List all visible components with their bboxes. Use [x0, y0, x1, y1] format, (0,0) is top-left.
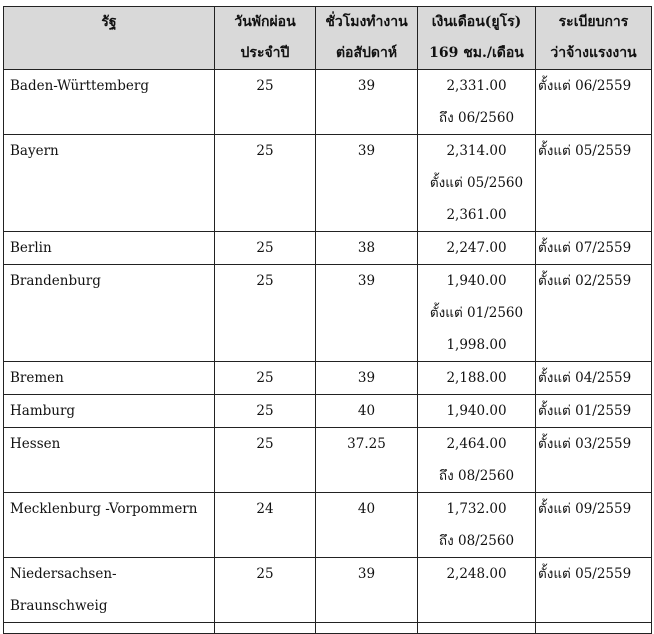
- hours-cell: 38: [316, 232, 418, 265]
- salary-cell: 1,940.00 ตั้งแต่ 01/2560 1,998.00: [418, 265, 536, 362]
- vacation-cell: 25: [215, 362, 316, 395]
- salary-cell: 2,248.00: [418, 558, 536, 623]
- state-cell: Hamburg: [4, 395, 215, 428]
- state-cell: [4, 623, 215, 634]
- salary-cell: 2,464.00 ถึง 08/2560: [418, 428, 536, 493]
- rule-cell: ตั้งแต่ 03/2559: [536, 428, 652, 493]
- vacation-cell: [215, 623, 316, 634]
- vacation-cell: 25: [215, 70, 316, 135]
- salary-cell: 2,247.00: [418, 232, 536, 265]
- header-state: รัฐ: [4, 7, 215, 70]
- salary-cell: 1,732.00 ถึง 08/2560: [418, 493, 536, 558]
- state-cell: Brandenburg: [4, 265, 215, 362]
- hours-cell: 40: [316, 395, 418, 428]
- state-cell: Mecklenburg -Vorpommern: [4, 493, 215, 558]
- state-cell: Bremen: [4, 362, 215, 395]
- hours-cell: 39: [316, 265, 418, 362]
- header-salary: เงินเดือน(ยูโร) 169 ชม./เดือน: [418, 7, 536, 70]
- state-cell: Berlin: [4, 232, 215, 265]
- table-row: [4, 232, 652, 265]
- table-row: [4, 558, 652, 623]
- hours-cell: 39: [316, 362, 418, 395]
- salary-cell: [418, 623, 536, 634]
- table-row: [4, 395, 652, 428]
- header-rule: ระเบียบการ ว่าจ้างแรงงาน: [536, 7, 652, 70]
- salary-cell: 1,940.00: [418, 395, 536, 428]
- salary-cell: 2,188.00: [418, 362, 536, 395]
- rule-cell: ตั้งแต่ 07/2559: [536, 232, 652, 265]
- table-row: [4, 70, 652, 135]
- header-row: [4, 7, 652, 70]
- hours-cell: 39: [316, 70, 418, 135]
- header-vacation: วันพักผ่อน ประจำปี: [215, 7, 316, 70]
- vacation-cell: 25: [215, 265, 316, 362]
- hours-cell: 40: [316, 493, 418, 558]
- vacation-cell: 25: [215, 232, 316, 265]
- rule-cell: ตั้งแต่ 01/2559: [536, 395, 652, 428]
- state-cell: Niedersachsen-Braunschweig: [4, 558, 215, 623]
- rule-cell: ตั้งแต่ 02/2559: [536, 265, 652, 362]
- vacation-cell: 25: [215, 428, 316, 493]
- table-row: [4, 623, 652, 634]
- header-hours: ชั่วโมงทำงาน ต่อสัปดาห์: [316, 7, 418, 70]
- state-cell: Bayern: [4, 135, 215, 232]
- vacation-cell: 24: [215, 493, 316, 558]
- vacation-cell: 25: [215, 135, 316, 232]
- table-row: [4, 362, 652, 395]
- table-row: [4, 493, 652, 558]
- rule-cell: ตั้งแต่ 05/2559: [536, 135, 652, 232]
- state-cell: Hessen: [4, 428, 215, 493]
- vacation-cell: 25: [215, 395, 316, 428]
- rule-cell: ตั้งแต่ 04/2559: [536, 362, 652, 395]
- vacation-cell: 25: [215, 558, 316, 623]
- hours-cell: 39: [316, 558, 418, 623]
- hours-cell: 37.25: [316, 428, 418, 493]
- salary-cell: 2,314.00 ตั้งแต่ 05/2560 2,361.00: [418, 135, 536, 232]
- rule-cell: ตั้งแต่ 05/2559: [536, 558, 652, 623]
- rule-cell: ตั้งแต่ 06/2559: [536, 70, 652, 135]
- state-employment-table: [3, 6, 652, 634]
- table-row: [4, 265, 652, 362]
- table-row: [4, 135, 652, 232]
- salary-cell: 2,331.00 ถึง 06/2560: [418, 70, 536, 135]
- hours-cell: [316, 623, 418, 634]
- rule-cell: [536, 623, 652, 634]
- state-cell: Baden-Württemberg: [4, 70, 215, 135]
- rule-cell: ตั้งแต่ 09/2559: [536, 493, 652, 558]
- hours-cell: 39: [316, 135, 418, 232]
- table-row: [4, 428, 652, 493]
